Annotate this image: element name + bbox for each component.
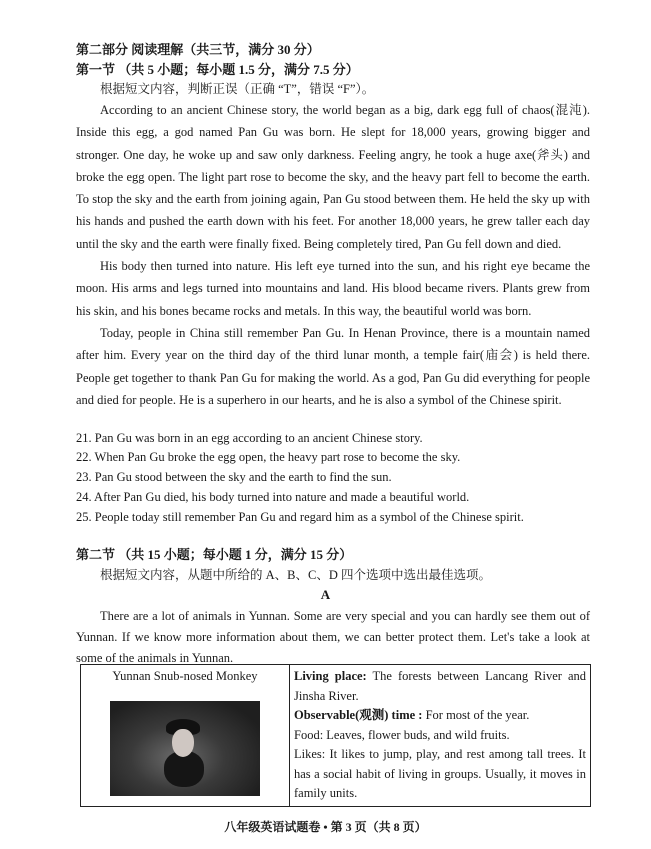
living-place: Living place: The forests between Lancang River and Jinsha River. (294, 669, 586, 703)
passage-paragraph-2: His body then turned into nature. His left eye turned into the sun, and his right eye became the moon. His arms and legs turned into mountains and land. His blood became rivers. Plants grew from his skin, and his bones became rocks and metals. In this way, the beautiful world was born. (76, 259, 590, 318)
passage-paragraph-1: According to an ancient Chinese story, the world began as a big, dark egg full of chaos(混沌). Inside this egg, a god named Pan Gu was born. He slept for 18,000 years, growing bigger and stronger. One day, he woke up and saw only darkness. Feeling angry, he took a huge axe(斧头) and broke the egg open. The light part rose to become the sky, and the heavy part fell to become the earth. To stop the sky and the earth from joining again, Pan Gu stood between them. He held the sky up with his hands and pushed the earth down with his feet. For another 18,000 years, he grew taller each day until the sky and the earth were finally fixed. Being completely tired, Pan Gu fell down and died. (76, 103, 590, 251)
question-23: 23. Pan Gu stood between the sky and the earth to find the sun. (76, 470, 392, 484)
section1-heading: 第一节 （共 5 小题；每小题 1.5 分，满分 7.5 分） (76, 62, 359, 77)
section2-instruction: 根据短文内容，从题中所给的 A、B、C、D 四个选项中选出最佳选项。 (100, 568, 491, 582)
animal-name: Yunnan Snub-nosed Monkey (112, 669, 258, 683)
question-22: 22. When Pan Gu broke the egg open, the heavy part rose to become the sky. (76, 450, 461, 464)
passage-a-intro (76, 606, 590, 669)
monkey-photo (110, 701, 260, 796)
food: Food: Leaves, flower buds, and wild fruits. (294, 727, 510, 742)
page-footer: 八年级英语试题卷 • 第 3 页（共 8 页） (224, 820, 427, 834)
question-25: 25. People today still remember Pan Gu and regard him as a symbol of the Chinese spirit. (76, 510, 524, 524)
animal-details-cell (290, 665, 591, 807)
passage-a-intro-text: There are a lot of animals in Yunnan. Some are very special and you can hardly see them out of Yunnan. If we know more information about them, we can better protect them. Let's take a look at some of the animals in Yunnan. (76, 609, 590, 665)
observable-time: Observable(观测) time : For most of the year. (294, 708, 530, 722)
likes: Likes: It likes to jump, play, and rest among tall trees. It has a social habit of living in groups. Usually, it moves in family units. (294, 747, 586, 800)
passage-label: A (320, 587, 331, 602)
animal-cell (81, 665, 290, 807)
question-24: 24. After Pan Gu died, his body turned into nature and made a beautiful world. (76, 490, 470, 504)
reading-passage (76, 99, 590, 411)
part-heading: 第二部分 阅读理解（共三节，满分 30 分） (76, 42, 320, 57)
question-21: 21. Pan Gu was born in an egg according to an ancient Chinese story. (76, 431, 423, 445)
section1-instruction: 根据短文内容，判断正误（正确 “T”，错误 “F”）。 (100, 82, 375, 96)
passage-paragraph-3: Today, people in China still remember Pan Gu. In Henan Province, there is a mountain named after him. Every year on the third day of the third lunar month, a temple fair(庙会) is held there. People get together to thank Pan Gu for making the world. As a god, Pan Gu did everything for people and died for people. He is a superhero in our hearts, and he is also a symbol of the Chinese spirit. (76, 325, 590, 407)
section2-heading: 第二节 （共 15 小题；每小题 1 分，满分 15 分） (76, 547, 353, 562)
animal-info-table (80, 664, 591, 807)
